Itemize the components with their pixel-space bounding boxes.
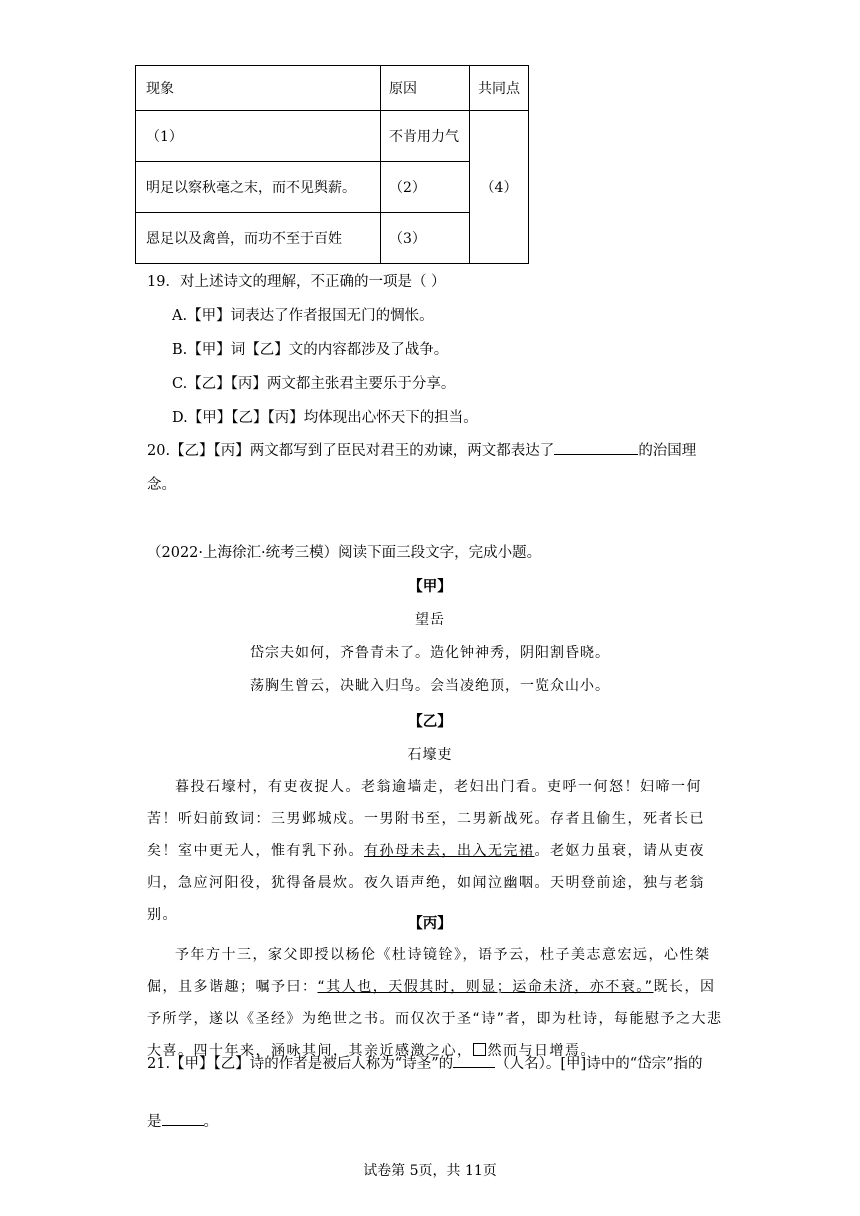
answer-blank[interactable] [162, 1111, 204, 1126]
poem-title-jia: 望岳 [415, 612, 445, 628]
cell-phenomenon: 恩足以及禽兽，而功不至于百姓 [136, 213, 381, 264]
question-21 [147, 1052, 703, 1073]
underlined-text: 有孙母未去，出入无完裙 [364, 843, 535, 859]
header-reason: 原因 [381, 66, 470, 111]
poem-line: 岱宗夫如何，齐鲁青未了。造化钟神秀，阴阳割昏晓。 [250, 645, 610, 661]
table-row [136, 111, 529, 162]
question-21-text-mid: （人名）。[甲]诗中的“岱宗”指的 [495, 1056, 703, 1072]
poem-text-yi [147, 771, 727, 931]
cell-reason: （3） [381, 213, 470, 264]
question-19-option-c[interactable]: C.【乙】【丙】两文都主张君主要乐于分享。 [172, 376, 456, 392]
cell-reason: 不肯用力气 [381, 111, 470, 162]
question-20-continued: 念。 [147, 477, 176, 493]
source-note: （2022·上海徐汇·统考三模）阅读下面三段文字，完成小题。 [147, 545, 542, 561]
poem-title-yi: 石壕吏 [407, 747, 453, 763]
underlined-text: “其人也，天假其时，则显；运命未济，亦不衰。” [317, 979, 654, 995]
question-20-text: 20.【乙】【丙】两文都写到了臣民对君王的劝谏，两文都表达了 [147, 443, 555, 459]
analysis-table [135, 65, 529, 264]
text-segment: 予年方十三，家父即授以杨伦《杜诗镜铨》，语予云，杜子美志意宏远，心性桀倔，且多谐趣；嘱予曰： [147, 947, 711, 995]
cell-reason: （2） [381, 162, 470, 213]
header-phenomenon: 现象 [136, 66, 381, 111]
question-20-text-end: 的治国理 [638, 443, 697, 459]
text-segment: 暮投石壕村，有吏夜捉人。老翁逾墙走，老妇出门看。吏呼一何怒！妇啼一何苦！听妇前致词：三男邺城戍。一男附书至，二男新战死。存者且偷生，死者长已矣！室中更无人，惟有乳下孙。 [147, 779, 705, 859]
question-21-text-end: 。 [203, 1114, 218, 1130]
cell-common: （4） [470, 111, 529, 264]
question-21-text: 21.【甲】【乙】诗的作者是被后人称为“诗圣”的 [147, 1056, 454, 1072]
prose-text-bing [147, 939, 727, 1067]
cell-phenomenon: （1） [136, 111, 381, 162]
header-common: 共同点 [470, 66, 529, 111]
text-segment: 然而与日增焉。 [487, 1043, 596, 1059]
poem-line: 荡胸生曾云，决眦入归鸟。会当凌绝顶，一览众山小。 [250, 678, 610, 694]
question-21-continued [147, 1110, 218, 1131]
question-20 [147, 439, 696, 460]
answer-blank[interactable] [453, 1053, 495, 1068]
question-19-option-d[interactable]: D.【甲】【乙】【丙】均体现出心怀天下的担当。 [172, 410, 478, 426]
question-19-option-b[interactable]: B.【甲】词【乙】文的内容都涉及了战争。 [172, 342, 449, 358]
table-header-row [136, 66, 529, 111]
question-21-text-start: 是 [147, 1114, 162, 1130]
question-19-option-a[interactable]: A.【甲】词表达了作者报国无门的惆怅。 [172, 308, 434, 324]
section-label-jia: 【甲】 [408, 578, 452, 595]
section-label-yi: 【乙】 [408, 713, 452, 730]
text-segment: 既长，因予所学，遂以《圣经》为绝世之书。而仅次于圣“诗”者，即为杜诗，每能慰予之大悲大喜。四十年来，涵咏其间，其亲近感激之心， [147, 979, 723, 1059]
section-label-bing: 【丙】 [408, 915, 452, 932]
cell-phenomenon: 明足以察秋毫之末，而不见舆薪。 [136, 162, 381, 213]
text-segment: 。老妪力虽衰，请从吏夜归，急应河阳役，犹得备晨炊。夜久语声绝，如闻泣幽咽。天明登前途，独与老翁别。 [147, 843, 705, 923]
page-footer: 试卷第 5页，共 11页 [363, 1163, 497, 1179]
question-19-stem: 19．对上述诗文的理解，不正确的一项是（ ） [147, 274, 446, 290]
answer-blank[interactable] [554, 440, 638, 455]
